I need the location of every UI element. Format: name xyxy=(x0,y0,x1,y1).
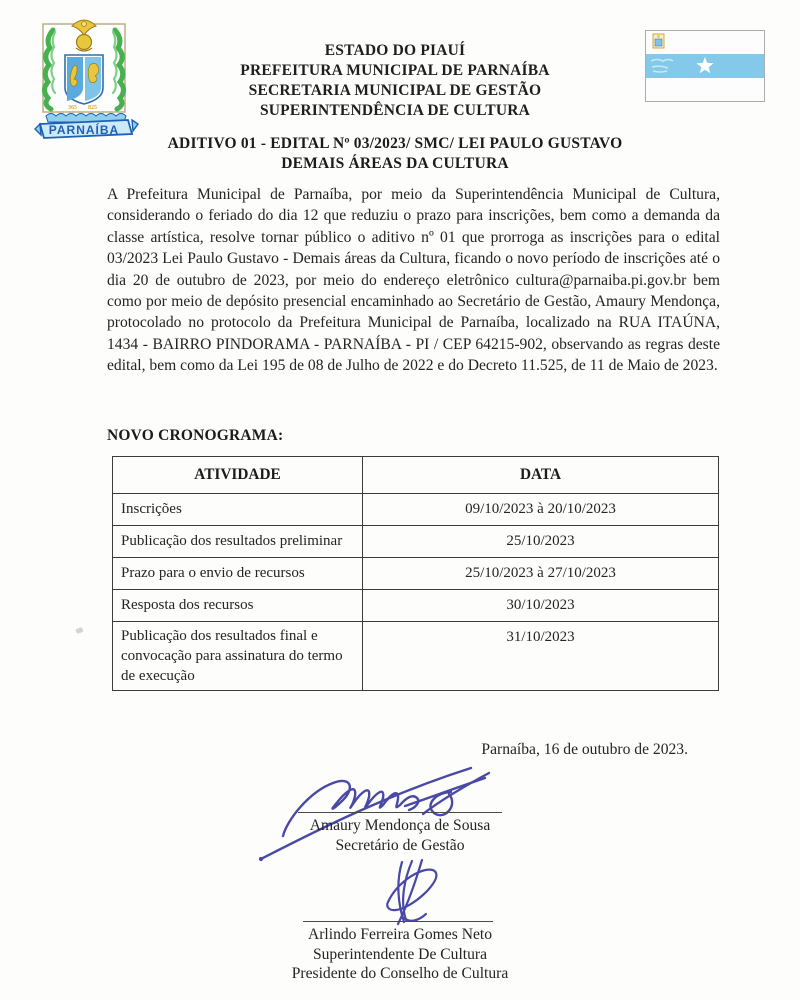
table-row xyxy=(113,494,719,526)
svg-text:365: 365 xyxy=(68,105,77,111)
table-row xyxy=(113,558,719,590)
activity-cell: Publicação dos resultados final e convocação para assinatura do termo de execução xyxy=(113,622,363,691)
org-line-state: ESTADO DO PIAUÍ xyxy=(324,42,466,59)
table-row xyxy=(113,622,719,691)
date-cell: 25/10/2023 xyxy=(363,526,719,558)
body-paragraph: A Prefeitura Municipal de Parnaíba, por meio da Superintendência Municipal de Cultura, considerando o feriado do dia 12 que reduziu o prazo para inscrições, bem como a demanda da classe artística, resolve tornar público o aditivo nº 01 que prorroga as inscrições para o edital 03/2023 Lei Paulo Gustavo - Demais áreas da Cultura, ficando o novo período de inscrições até o dia 20 de outubro de 2023, por meio do endereço eletrônico cultura@parnaiba.pi.gov.br bem como por meio de depósito presencial encaminhado ao Secretário de Gestão, Amaury Mendonça, protocolado no protocolo da Prefeitura Municipal de Parnaíba, localizado na RUA ITAÚNA, 1434 - BAIRRO PINDORAMA - PARNAÍBA - PI / CEP 64215-902, observando as regras deste edital, bem como da Lei 195 de 08 de Julho de 2022 e do Decreto 11.525, de 11 de Maio de 2023. xyxy=(107,186,720,375)
column-header-atividade: ATIVIDADE xyxy=(113,457,363,494)
closing-date-line: Parnaíba, 16 de outubro de 2023. xyxy=(481,741,688,758)
svg-text:825: 825 xyxy=(88,105,97,111)
signatory-role: Secretário de Gestão xyxy=(335,836,465,854)
document-title-line1: ADITIVO 01 - EDITAL Nº 03/2023/ SMC/ LEI PAULO GUSTAVO xyxy=(167,135,623,152)
table-row xyxy=(113,590,719,622)
signature-line xyxy=(303,921,493,922)
date-cell: 31/10/2023 xyxy=(363,622,719,691)
column-header-data: DATA xyxy=(363,457,719,494)
signatory-role: Presidente do Conselho de Cultura xyxy=(291,965,509,982)
date-cell: 09/10/2023 à 20/10/2023 xyxy=(363,494,719,526)
org-line-secretaria: SECRETARIA MUNICIPAL DE GESTÃO xyxy=(248,82,542,99)
signatory-name: Amaury Mendonça de Sousa xyxy=(309,817,491,834)
table-row xyxy=(113,526,719,558)
coat-of-arms-banner-label: PARNAÍBA xyxy=(48,123,120,137)
signatory-name: Arlindo Ferreira Gomes Neto xyxy=(307,926,493,943)
table-header-row xyxy=(113,457,719,494)
signatory-block-arlindo xyxy=(230,925,570,984)
document-title-line2: DEMAIS ÁREAS DA CULTURA xyxy=(281,154,509,172)
document-title xyxy=(0,134,790,173)
signature-line xyxy=(298,812,502,813)
org-line-prefeitura: PREFEITURA MUNICIPAL DE PARNAÍBA xyxy=(240,62,550,79)
activity-cell: Resposta dos recursos xyxy=(113,590,363,622)
activity-cell: Prazo para o envio de recursos xyxy=(113,558,363,590)
org-line-superintendencia: SUPERINTENDÊNCIA DE CULTURA xyxy=(259,102,531,119)
schedule-heading: NOVO CRONOGRAMA: xyxy=(107,427,284,444)
org-header xyxy=(0,41,790,121)
date-cell: 30/10/2023 xyxy=(363,590,719,622)
activity-cell: Inscrições xyxy=(113,494,363,526)
signature-arlindo xyxy=(360,858,456,926)
scan-artifact xyxy=(75,627,83,634)
date-cell: 25/10/2023 à 27/10/2023 xyxy=(363,558,719,590)
signatory-role: Superintendente De Cultura xyxy=(312,945,488,963)
schedule-table xyxy=(112,456,719,691)
signatory-block-amaury xyxy=(250,816,550,855)
activity-cell: Publicação dos resultados preliminar xyxy=(113,526,363,558)
